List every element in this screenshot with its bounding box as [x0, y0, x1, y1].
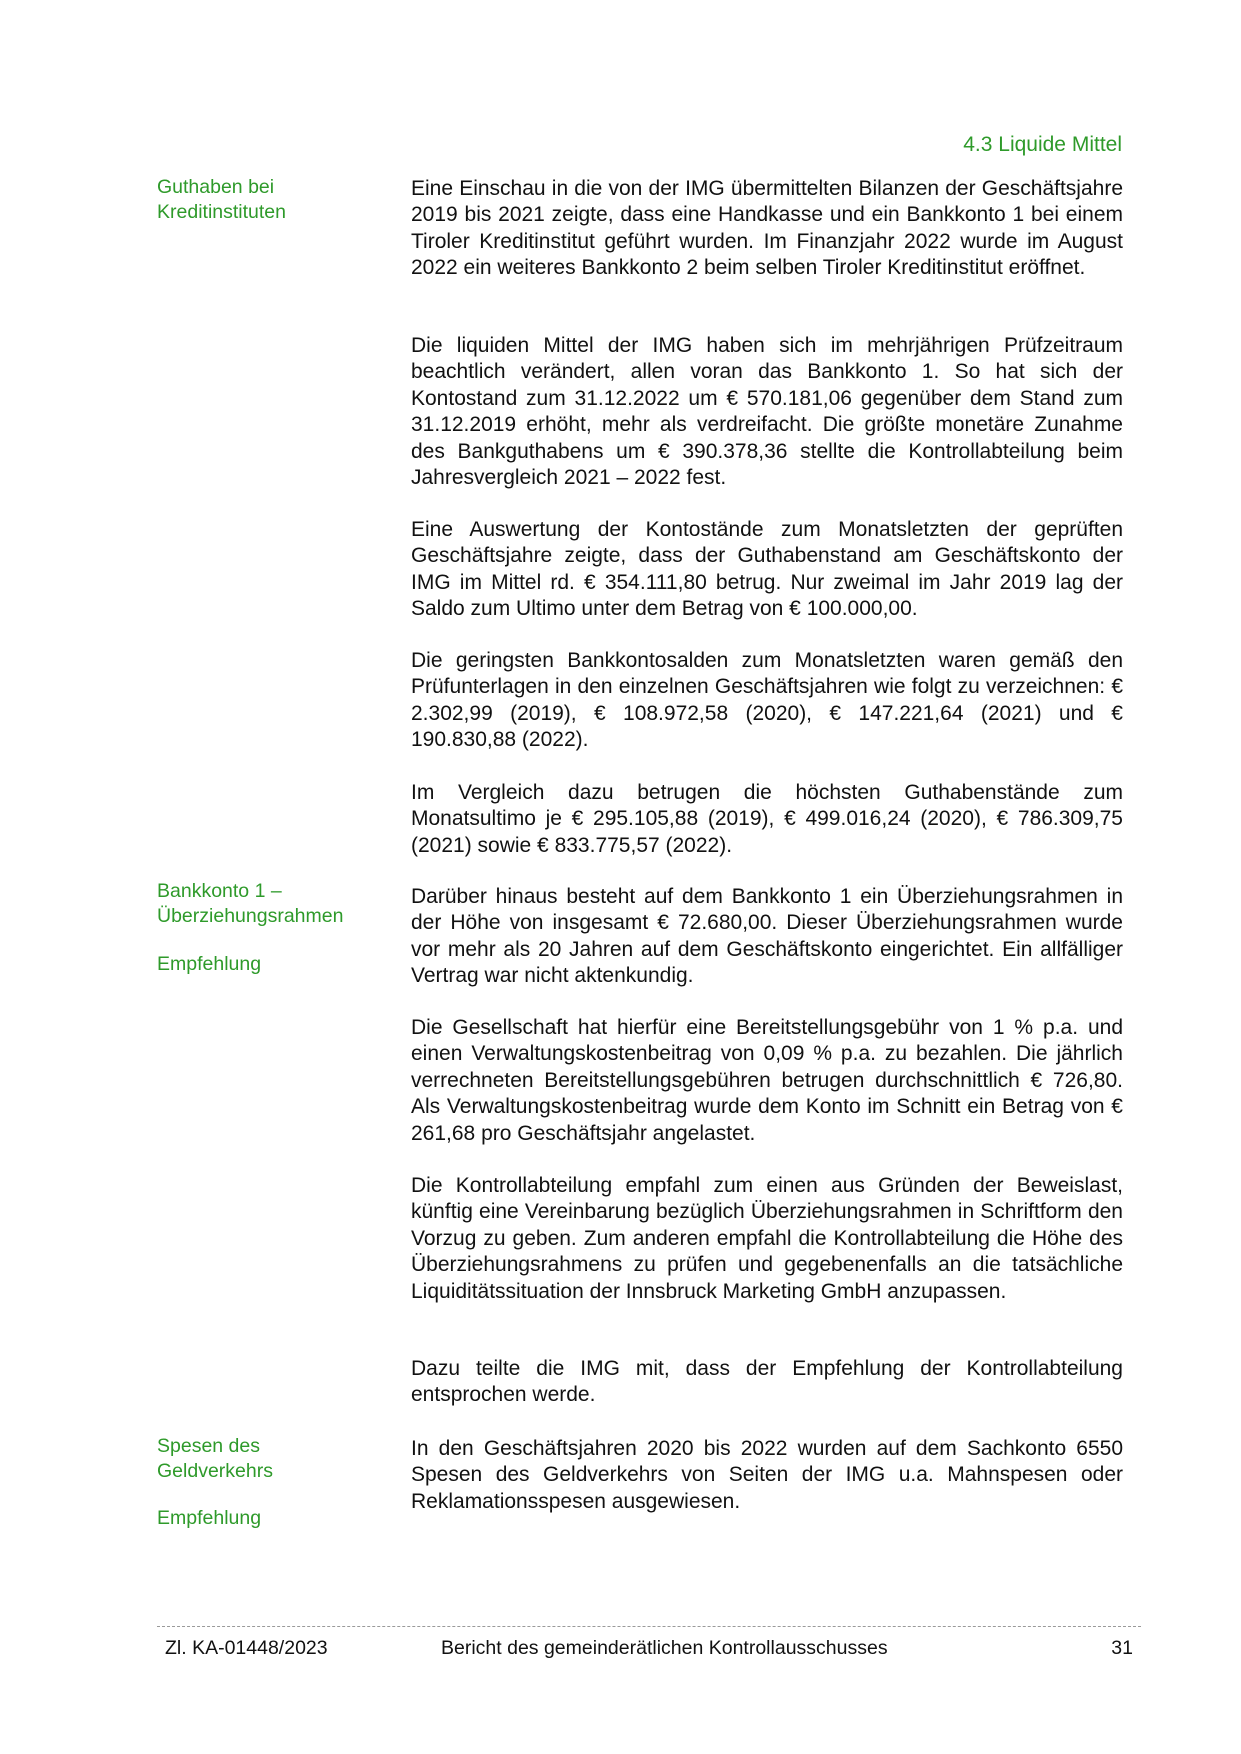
side-note-line: Bankkonto 1 – [157, 880, 282, 902]
side-note-spesen [157, 1434, 387, 1484]
side-note-line: Empfehlung [157, 1507, 262, 1529]
side-note-empfehlung-1 [157, 952, 387, 977]
side-note-guthaben [157, 175, 387, 225]
footer-divider [157, 1626, 1141, 1627]
side-note-line: Guthaben bei [157, 176, 275, 198]
paragraph: Eine Einschau in die von der IMG übermittelten Bilanzen der Geschäftsjahre 2019 bis 2021 zeigte, dass eine Handkasse und ein Bankkonto 1 bei einem Tiroler Kreditinstitut geführt wurden. Im Finanzjahr 2022 wurde im August 2022 ein weiteres Bankkonto 2 beim selben Tiroler Kreditinstitut eröffnet. [411, 177, 1123, 280]
paragraph: Die liquiden Mittel der IMG haben sich im mehrjährigen Prüfzeitraum beachtlich verändert, allen voran das Bankkonto 1. So hat sich der Kontostand zum 31.12.2022 um € 570.181,06 gegenüber dem Stand zum 31.12.2019 erhöht, mehr als verdreifacht. Die größte monetäre Zunahme des Bankguthabens um € 390.378,36 stellte die Kontrollabteilung beim Jahresvergleich 2021 – 2022 fest. [411, 334, 1123, 490]
section-heading: 4.3 Liquide Mittel [963, 133, 1122, 156]
paragraph: Im Vergleich dazu betrugen die höchsten Guthabenstände zum Monatsultimo je € 295.105,88 (2019), € 499.016,24 (2020), € 786.309,75 (2021) sowie € 833.775,57 (2022). [411, 781, 1123, 857]
page-number: 31 [1111, 1637, 1133, 1659]
footer-title: Bericht des gemeinderätlichen Kontrollausschusses [441, 1637, 888, 1659]
side-note-line: Spesen des [157, 1435, 260, 1457]
paragraph: Dazu teilte die IMG mit, dass der Empfehlung der Kontrollabteilung entsprochen werde. [411, 1357, 1123, 1407]
paragraph: Die Gesellschaft hat hierfür eine Bereitstellungsgebühr von 1 % p.a. und einen Verwaltungskostenbeitrag von 0,09 % p.a. zu bezahlen. Die jährlich verrechneten Bereitstellungsgebühren betrugen durchschnittlich € 726,80. Als Verwaltungskostenbeitrag wurde dem Konto im Schnitt ein Betrag von € 261,68 pro Geschäftsjahr angelastet. [411, 1016, 1123, 1145]
paragraph: Die Kontrollabteilung empfahl zum einen aus Gründen der Beweislast, künftig eine Vereinbarung bezüglich Überziehungsrahmen in Schriftform den Vorzug zu geben. Zum anderen empfahl die Kontrollabteilung die Höhe des Überziehungsrahmens zu prüfen und gegebenenfalls an die tatsächliche Liquiditätssituation der Innsbruck Marketing GmbH anzupassen. [411, 1174, 1123, 1303]
side-note-line: Kreditinstituten [157, 201, 286, 223]
side-note-line: Überziehungsrahmen [157, 905, 344, 927]
footer-reference: Zl. KA-01448/2023 [165, 1637, 328, 1659]
paragraph: Darüber hinaus besteht auf dem Bankkonto 1 ein Überziehungsrahmen in der Höhe von insgesamt € 72.680,00. Dieser Überziehungsrahmen wurde vor mehr als 20 Jahren auf dem Geschäftskonto eingerichtet. Ein allfälliger Vertrag war nicht aktenkundig. [411, 885, 1123, 988]
paragraph: In den Geschäftsjahren 2020 bis 2022 wurden auf dem Sachkonto 6550 Spesen des Geldverkehrs von Seiten der IMG u.a. Mahnspesen oder Reklamationsspesen ausgewiesen. [411, 1437, 1123, 1513]
side-note-line: Empfehlung [157, 953, 262, 975]
side-note-empfehlung-2 [157, 1506, 387, 1531]
paragraph: Die geringsten Bankkontosalden zum Monatsletzten waren gemäß den Prüfunterlagen in den einzelnen Geschäftsjahren wie folgt zu verzeichnen: € 2.302,99 (2019), € 108.972,58 (2020), € 147.221,64 (2021) und € 190.830,88 (2022). [411, 649, 1123, 752]
paragraph: Eine Auswertung der Kontostände zum Monatsletzten der geprüften Geschäftsjahre zeigte, dass der Guthabenstand am Geschäftskonto der IMG im Mittel rd. € 354.111,80 betrug. Nur zweimal im Jahr 2019 lag der Saldo zum Ultimo unter dem Betrag von € 100.000,00. [411, 518, 1123, 621]
side-note-line: Geldverkehrs [157, 1460, 273, 1482]
side-note-ueberziehungsrahmen [157, 879, 387, 929]
